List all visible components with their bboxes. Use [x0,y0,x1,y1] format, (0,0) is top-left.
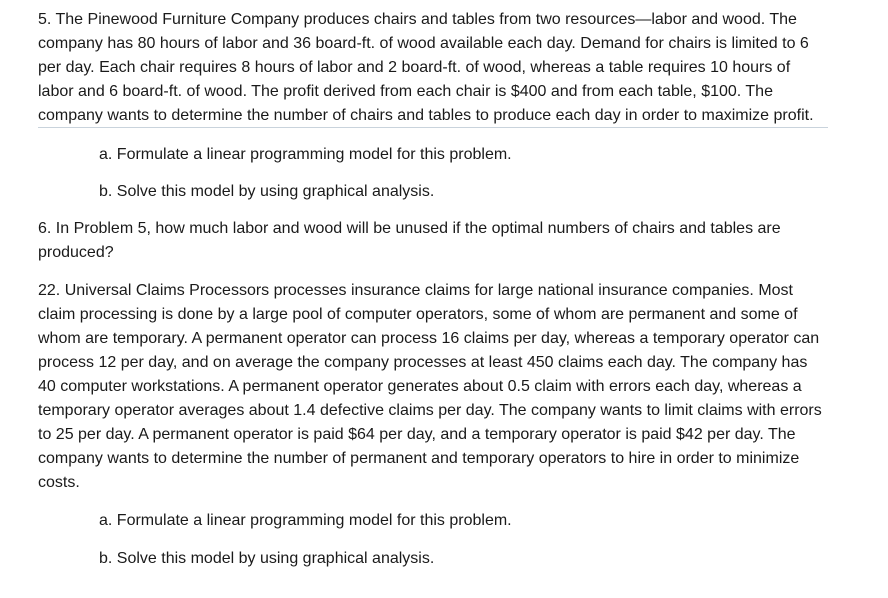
problem-22-part-b: b. Solve this model by using graphical analysis. [99,550,435,567]
document-page [38,8,828,571]
problem-6-statement: 6. In Problem 5, how much labor and wood will be unused if the optimal numbers of chairs and tables are produced? [38,220,781,261]
problem-5-part-b: b. Solve this model by using graphical analysis. [99,183,435,200]
problem-5-part-a: a. Formulate a linear programming model for this problem. [99,146,512,163]
problem-22-statement: 22. Universal Claims Processors processes insurance claims for large national insurance companies. Most claim processing is done by a large pool of computer operators, some of whom are permanent and some of whom are temporary. A permanent operator can process 16 claims per day, whereas a temporary operator can process 12 per day, and on average the company processes at least 450 claims each day. The company has 40 computer workstations. A permanent operator generates about 0.5 claim with errors each day, whereas a temporary operator averages about 1.4 defective claims per day. The company wants to limit claims with errors to 25 per day. A permanent operator is paid $64 per day, and a temporary operator is paid $42 per day. The company wants to determine the number of permanent and temporary operators to hire in order to minimize costs. [38,282,822,491]
problem-22-part-a: a. Formulate a linear programming model for this problem. [99,512,512,529]
problem-5-statement: 5. The Pinewood Furniture Company produces chairs and tables from two resources—labor and wood. The company has 80 hours of labor and 36 board-ft. of wood available each day. Demand for chairs is limited to 6 per day. Each chair requires 8 hours of labor and 2 board-ft. of wood, whereas a table requires 10 hours of labor and 6 board-ft. of wood. The profit derived from each chair is $400 and from each table, $100. The company wants to determine the number of chairs and tables to produce each day in order to maximize profit. [38,8,828,128]
